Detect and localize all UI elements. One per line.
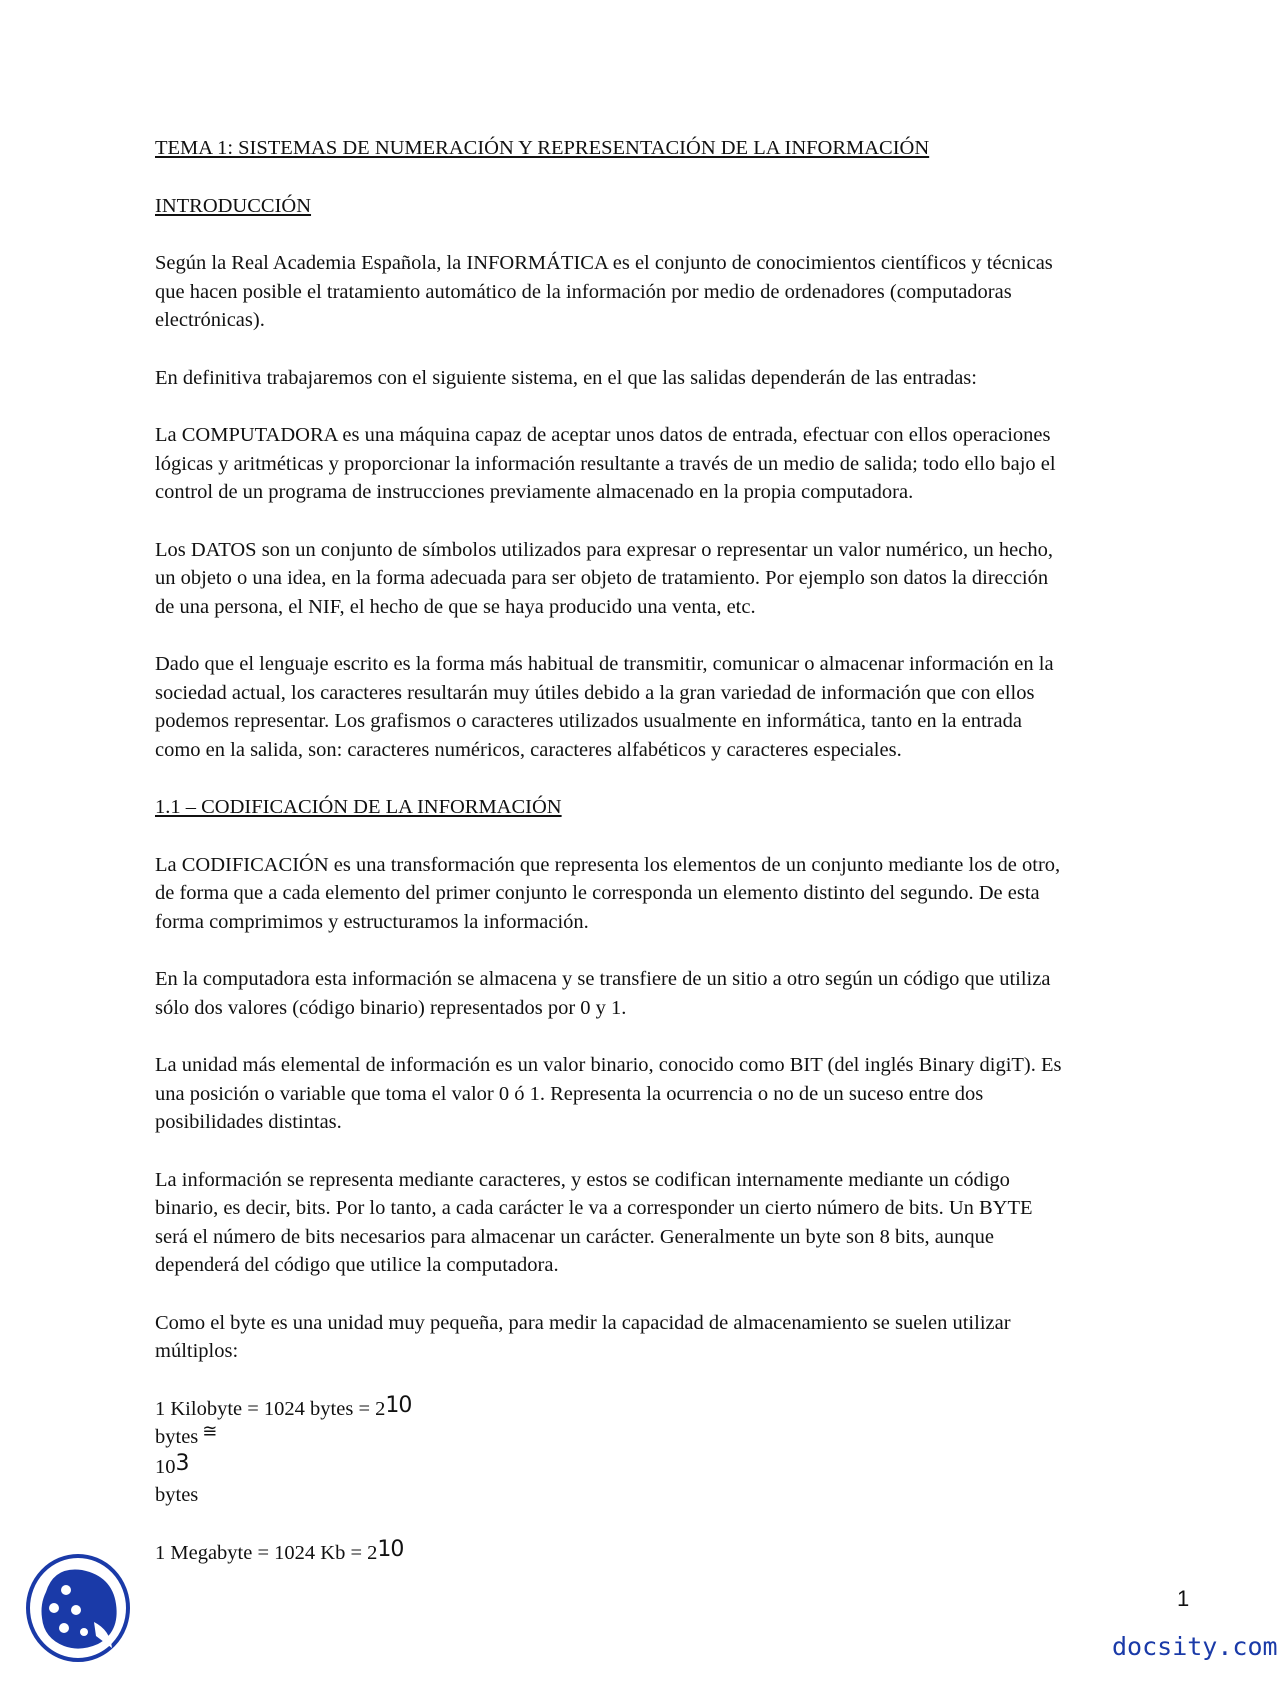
text-line: dependerá del código que utilice la computadora. [155,1254,559,1276]
text-line: de una persona, el NIF, el hecho de que se haya producido una venta, etc. [155,595,756,618]
text-line: que hacen posible el tratamiento automático de la información por medio de ordenadores (computadoras [155,280,1012,303]
text-line: lógicas y aritméticas y proporcionar la información resultante a través de un medio de salida; todo ello bajo el [155,452,1056,475]
text-line: múltiplos: [155,1340,239,1362]
formula-text: 1 Megabyte = 1024 Kb = 2 [155,1541,378,1564]
paragraph [155,536,1200,622]
paragraph [155,965,1200,1022]
text-line: La CODIFICACIÓN es una transformación que representa los elementos de un conjunto mediante los de otro, [155,853,1061,876]
formula-line [155,1423,1200,1453]
paragraph [155,851,1200,937]
approx-equal-symbol: ≅ [202,1421,218,1442]
exponent: 10 [385,1392,412,1418]
text-line: un objeto o una idea, en la forma adecuada para ser objeto de tratamiento. Por ejemplo son datos la dirección [155,567,1049,589]
formula-line [155,1392,1200,1424]
paragraph [155,249,1200,335]
exponent: 3 [175,1450,189,1476]
section-heading-introduccion: INTRODUCCIÓN [155,194,312,217]
formula-text: bytes [155,1426,199,1448]
page-number: 1 [1177,1586,1190,1611]
text-line: podemos representar. Los grafismos o caracteres utilizados usualmente en informática, tanto en la entrada [155,710,1022,732]
kilobyte-formula [155,1392,1200,1510]
text-line: La COMPUTADORA es una máquina capaz de aceptar unos datos de entrada, efectuar con ellos operaciones [155,424,1051,446]
document-body [155,134,1200,1596]
paragraph [155,650,1200,764]
paragraph [155,1309,1200,1366]
text-line: de forma que a cada elemento del primer conjunto le corresponda un elemento distinto del segundo. De esta [155,882,1040,904]
text-line: forma comprimimos y estructuramos la información. [155,910,589,933]
text-line: sólo dos valores (código binario) representados por 0 y 1. [155,996,627,1019]
text-line: binario, es decir, bits. Por lo tanto, a cada carácter le va a corresponder un cierto número de bits. Un BYTE [155,1197,1033,1219]
text-line: Como el byte es una unidad muy pequeña, para medir la capacidad de almacenamiento se suelen utilizar [155,1311,1011,1334]
paragraph [155,421,1200,507]
text-line: La unidad más elemental de información es un valor binario, conocido como BIT (del inglés Binary digiT). Es [155,1054,1062,1076]
text-line: electrónicas). [155,309,265,331]
section-heading-codificacion: 1.1 – CODIFICACIÓN DE LA INFORMACIÓN [155,796,562,818]
page-title: TEMA 1: SISTEMAS DE NUMERACIÓN Y REPRESENTACIÓN DE LA INFORMACIÓN [155,137,930,159]
exponent: 10 [377,1536,404,1562]
formula-line [155,1481,1200,1510]
formula-text: 1 Kilobyte = 1024 bytes = 2 [155,1397,386,1420]
paragraph [155,1051,1200,1137]
text-line: La información se representa mediante caracteres, y estos se codifican internamente mediante un código [155,1168,1010,1191]
text-line: Dado que el lenguaje escrito es la forma más habitual de transmitir, comunicar o almacenar información en la [155,653,1054,675]
text-line: sociedad actual, los caracteres resultarán muy útiles debido a la gran variedad de información que con ellos [155,681,1035,704]
formula-text: bytes [155,1484,199,1506]
text-line: En la computadora esta información se almacena y se transfiere de un sitio a otro según un código que utiliza [155,968,1051,990]
text-line: Los DATOS son un conjunto de símbolos utilizados para expresar o representar un valor numérico, un hecho, [155,538,1053,561]
text-line: posibilidades distintas. [155,1111,342,1133]
formula-text: 10 [155,1455,176,1478]
text-line: será el número de bits necesarios para almacenar un carácter. Generalmente un byte son 8 bits, aunque [155,1225,995,1248]
docsity-watermark-link[interactable]: docsity.com [1112,1632,1278,1661]
text-line: una posición o variable que toma el valor 0 ó 1. Representa la ocurrencia o no de un suceso entre dos [155,1082,984,1105]
docsity-logo-icon [24,1552,132,1664]
text-line: En definitiva trabajaremos con el siguiente sistema, en el que las salidas dependerán de las entradas: [155,366,977,389]
text-line: control de un programa de instrucciones previamente almacenado en la propia computadora. [155,481,914,503]
text-line: Según la Real Academia Española, la INFORMÁTICA es el conjunto de conocimientos científicos y técnicas [155,252,1053,274]
paragraph [155,364,1200,393]
formula-line [155,1536,1200,1568]
formula-line [155,1450,1200,1482]
megabyte-formula [155,1536,1200,1568]
text-line: como en la salida, son: caracteres numéricos, caracteres alfabéticos y caracteres especiales. [155,738,902,761]
paragraph [155,1166,1200,1280]
